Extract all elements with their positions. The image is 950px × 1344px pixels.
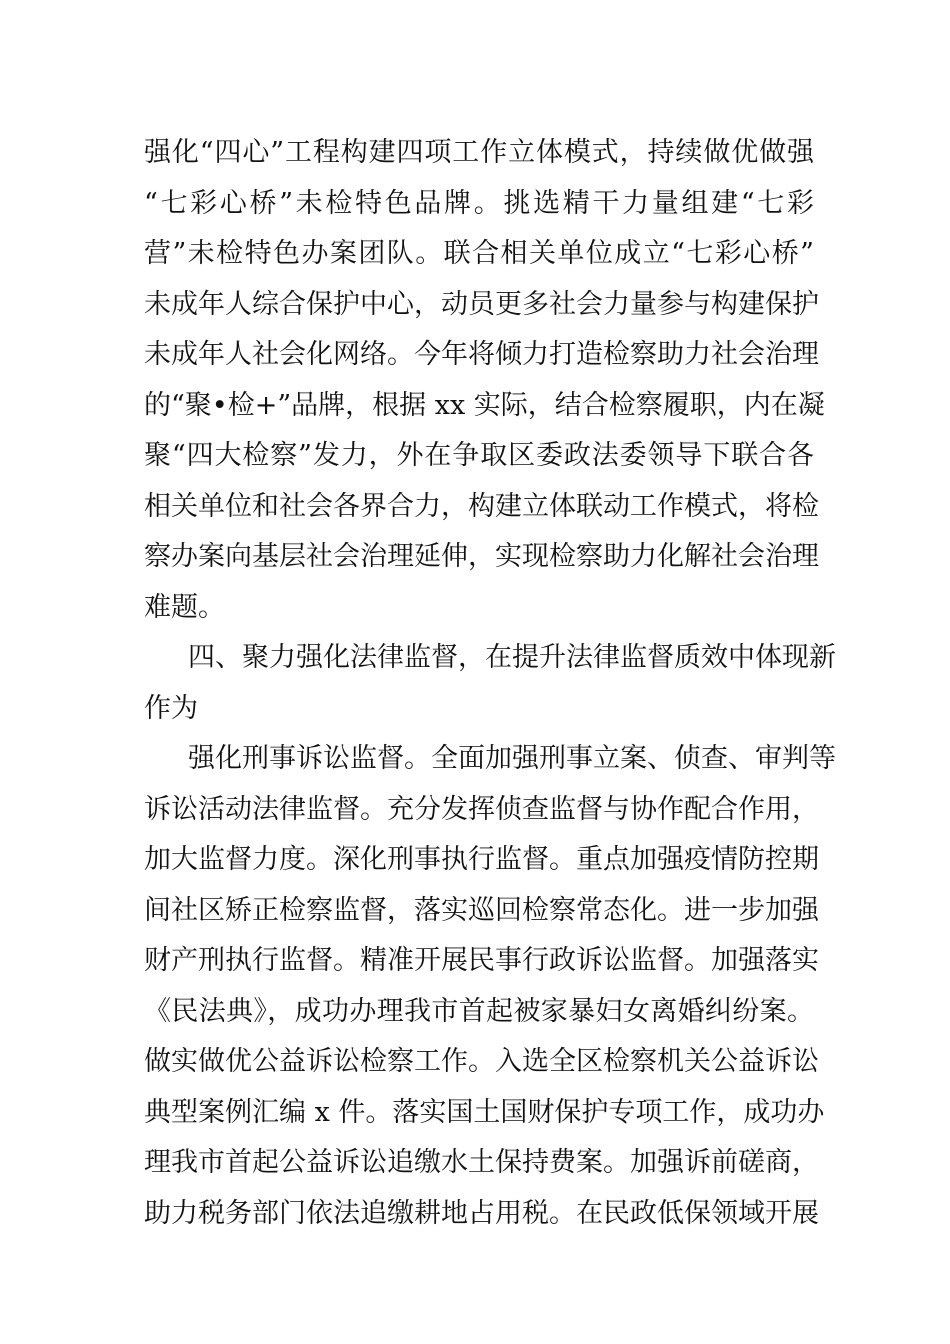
paragraph-line: 强化“四心”工程构建四项工作立体模式，持续做优做强 (144, 137, 814, 168)
paragraph-line: 强化刑事诉讼监督。全面加强刑事立案、侦查、审判等 (188, 743, 836, 774)
paragraph-line: 助力税务部门依法追缴耕地占用税。在民政低保领域开展 (144, 1197, 819, 1229)
paragraph-line: “七彩心桥”未检特色品牌。挑选精干力量组建“七彩 (144, 187, 814, 219)
section-heading-line: 四、聚力强化法律监督，在提升法律监督质效中体现新 (188, 642, 836, 673)
paragraph-line: 难题。 (144, 591, 225, 623)
paragraph-line: 相关单位和社会各界合力，构建立体联动工作模式，将检 (144, 490, 819, 522)
paragraph-line: 的“聚•检+”品牌，根据 xx 实际，结合检察履职，内在凝 (144, 389, 825, 421)
paragraph-line: 未成年人社会化网络。今年将倾力打造检察助力社会治理 (144, 339, 819, 370)
paragraph-line: 做实做优公益诉讼检察工作。入选全区检察机关公益诉讼 (144, 1046, 819, 1077)
paragraph-line: 《民法典》，成功办理我市首起被家暴妇女离婚纠纷案。 (144, 995, 814, 1027)
paragraph-line: 理我市首起公益诉讼追缴水土保持费案。加强诉前磋商， (144, 1147, 819, 1178)
paragraph-line: 未成年人综合保护中心，动员更多社会力量参与构建保护 (144, 288, 819, 320)
paragraph-line: 诉讼活动法律监督。充分发挥侦查监督与协作配合作用， (144, 793, 819, 825)
paragraph-line: 典型案例汇编 x 件。落实国土国财保护专项工作，成功办 (144, 1096, 825, 1128)
paragraph-line: 聚“四大检察”发力，外在争取区委政法委领导下联合各 (144, 440, 814, 471)
section-heading-line: 作为 (144, 692, 198, 724)
paragraph-line: 财产刑执行监督。精准开展民事行政诉讼监督。加强落实 (144, 945, 819, 976)
paragraph-line: 间社区矫正检察监督，落实巡回检察常态化。进一步加强 (144, 894, 819, 926)
paragraph-line: 察办案向基层社会治理延伸，实现检察助力化解社会治理 (144, 541, 819, 572)
paragraph-line: 加大监督力度。深化刑事执行监督。重点加强疫情防控期 (144, 844, 819, 875)
paragraph-line: 营”未检特色办案团队。联合相关单位成立“七彩心桥” (144, 238, 814, 269)
document-body (144, 128, 836, 1239)
